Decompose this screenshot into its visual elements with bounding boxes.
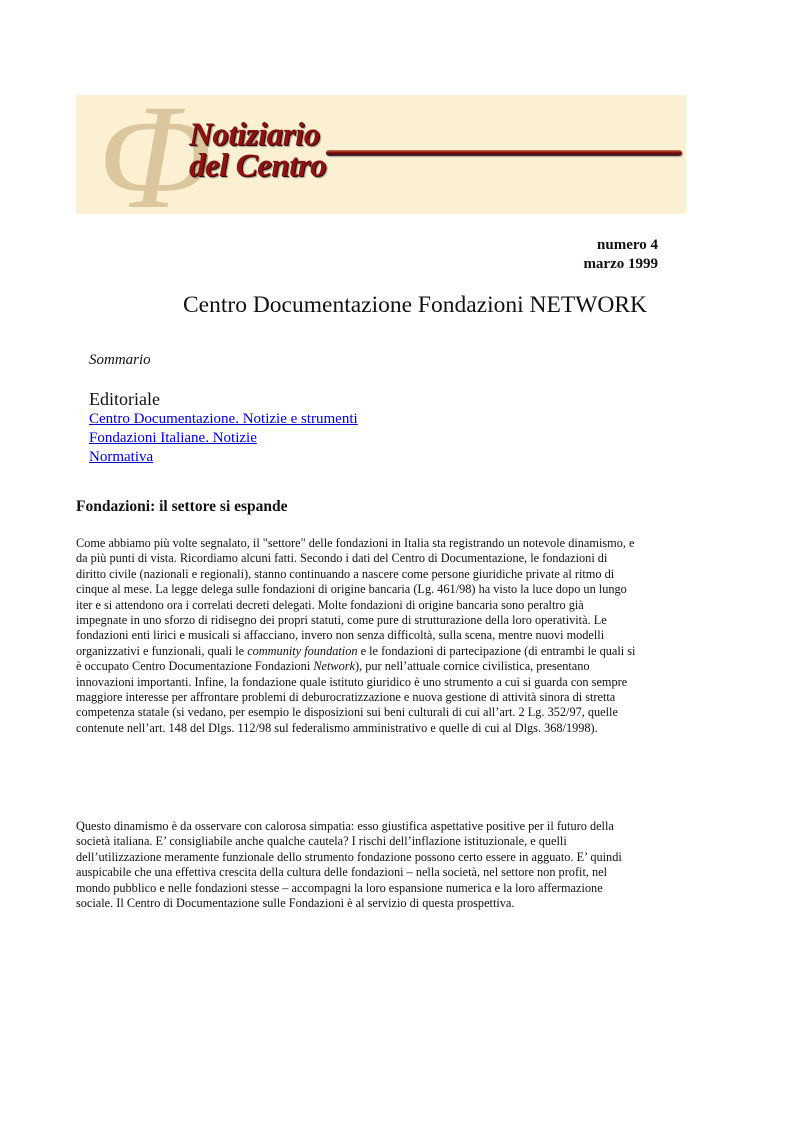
toc-link-fondazioni-italiane[interactable]: Fondazioni Italiane. Notizie: [89, 430, 257, 446]
article-paragraph-1: [76, 536, 636, 736]
p1-text-b: e le fondazioni di partecipazione (di entrambi le quali si è occupato Centro Documentazione Fondazioni: [76, 643, 636, 674]
masthead-title-line1: Notiziario: [189, 117, 320, 153]
p1-emphasis-network: Network: [313, 659, 355, 674]
issue-info: [583, 236, 658, 274]
toc-editoriale: Editoriale: [89, 389, 160, 409]
masthead-banner: [76, 95, 686, 214]
table-of-contents: [89, 388, 358, 467]
article-title: Fondazioni: il settore si espande: [76, 498, 288, 515]
svg-text:Φ: Φ: [98, 95, 213, 214]
toc-link-centro-documentazione[interactable]: Centro Documentazione. Notizie e strumenti: [89, 411, 358, 427]
issue-number: numero 4: [597, 237, 658, 253]
masthead-title-line2: del Centro: [189, 148, 327, 184]
issue-date: marzo 1999: [583, 256, 658, 272]
toc-link-normativa[interactable]: Normativa: [89, 449, 154, 465]
article-paragraph-2: Questo dinamismo è da osservare con calorosa simpatia: esso giustifica aspettative positive per il futuro della società italiana. E’ consigliabile anche qualche cautela? I rischi dell’inflazione istituzionale, e quelli dell’utilizzazione meramente funzionale dello strumento fondazione possono certo essere in agguato. E’ quindi auspicabile che una effettiva crescita della cultura delle fondazioni – nella società, nel settore non profit, nel mondo pubblico e nelle fondazioni stesse – accompagni la loro espansione numerica e la loro affermazione sociale. Il Centro di Documentazione sulle Fondazioni è al servizio di questa prospettiva.: [76, 819, 622, 911]
p1-emphasis-community: community foundation: [247, 643, 358, 658]
summary-label: Sommario: [89, 352, 151, 368]
network-title: Centro Documentazione Fondazioni NETWORK: [183, 292, 648, 318]
masthead-title: [189, 117, 327, 184]
p1-text-a: Come abbiamo più volte segnalato, il "settore" delle fondazioni in Italia sta registrando un notevole dinamismo, e da più punti di vista. Ricordiamo alcuni fatti. Secondo i dati del Centro di Documentazione, le fondazioni di diritto civile (nazionali e regionali), stanno continuando a nascere come persone giuridiche private al ritmo di cinque al mese. La legge delega sulle fondazioni di origine bancaria (Lg. 461/98) ha visto la luce dopo un lungo iter e si attendono ora i correlati decreti delegati. Molte fondazioni di origine bancaria sono peraltro già impegnate in uno sforzo di ridisegno dei propri statuti, come pure di strutturazione della loro operatività. Le fondazioni enti lirici e musicali si affacciano, invero non senza difficoltà, sulla scena, mentre nuovi modelli organizzativi e funzionali, quali le: [76, 536, 635, 658]
masthead-rule: [326, 150, 682, 156]
p1-text-c: ), pur nell’attuale cornice civilistica, presentano innovazioni importanti. Infine, la fondazione quale istituto giuridico è uno strumento a cui si guarda con sempre maggiore interesse per affrontare problemi di deburocratizzazione e nuova gestione di attività sinora di stretta competenza statale (si vedano, per esempio le disposizioni sui beni culturali di cui all’art. 2 Lg. 352/97, quelle contenute nell’art. 148 del Dlgs. 112/98 sul federalismo amministrativo e quelle di cui al Dlgs. 368/1998).: [76, 659, 628, 735]
